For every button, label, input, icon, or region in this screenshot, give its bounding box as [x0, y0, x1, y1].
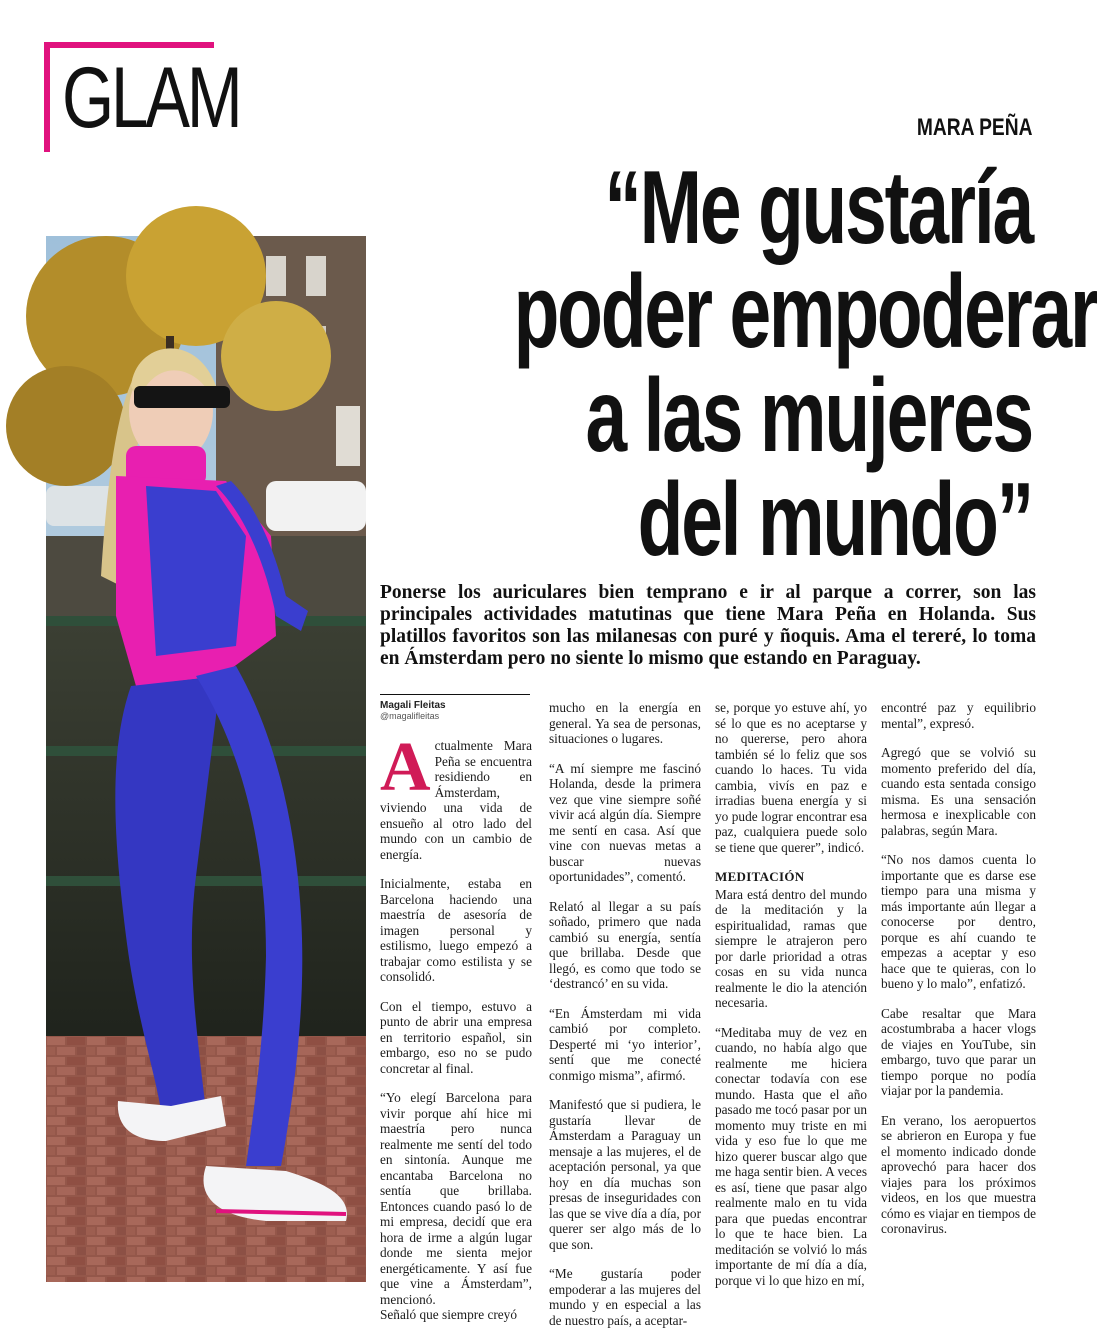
headline-line: “Me gustaría	[604, 150, 1032, 266]
headline	[312, 150, 1097, 578]
article-column-2	[549, 700, 701, 1328]
article-paragraph: encontré paz y equilibrio mental”, expresó.	[881, 700, 1036, 731]
article-paragraph: “Me gustaría poder empoderar a las mujeres del mundo y en especial a las de nuestro país, a aceptar-	[549, 1266, 701, 1328]
article-paragraph: Señaló que siempre creyó	[380, 1307, 517, 1322]
article-paragraph: Agregó que se volvió su momento preferido del día, cuando esta sentada consigo misma. Es una sensación hermosa e inexplicable con palabras, según Mara.	[881, 745, 1036, 838]
article-paragraph: En verano, los aeropuertos se abrieron en Europa y fue el momento indicado donde aprovechó para hacer dos viajes para los próximos videos, en los que muestra cómo es viajar en tiempos de coronavirus.	[881, 1112, 1036, 1236]
headline-line: del mundo”	[637, 462, 1032, 578]
article-column-3	[715, 700, 867, 1288]
article-paragraph: “Yo elegí Barcelona para vivir porque ahí hice mi maestría pero nunca realmente me sentí del todo en sintonía. Aunque me encantaba Barcelona no sentía que brillaba. Entonces cuando pasó lo de mi empresa, decidí que era hora de irme a algún lugar donde me sienta mejor energéticamente. Y así fue que vine a Ámsterdam”, mencionó.	[380, 1090, 532, 1307]
first-paragraph-text: ctualmente Mara Peña se encuentra residiendo en Ámsterdam, viviendo una vida de ensueño al otro lado del mundo con un cambio de energía.	[380, 738, 532, 862]
article-paragraph: Relató al llegar a su país soñado, primero que nada cambió su energía, sentía que brillaba. Desde que llegó, es como que todo se ‘destrancó’ en su vida.	[549, 898, 701, 991]
author-name: Magali Fleitas	[380, 700, 446, 711]
lead-paragraph: Ponerse los auriculares bien temprano e ir al parque a correr, son las principales actividades matutinas que tiene Mara Peña en Holanda. Sus platillos favoritos son las milanesas con puré y ñoquis. Ama el tereré, lo toma en Ámsterdam pero no siente lo mismo que estando en Paraguay.	[380, 582, 1036, 669]
author-rule	[380, 694, 530, 695]
byline: MARA PEÑA	[916, 114, 1032, 141]
article-paragraph: “Meditaba muy de vez en cuando, no había algo que realmente me hiciera conectar todavía con ese mundo. Hasta que el año pasado me tocó pasar por un momento muy triste en mi vida y eso fue lo que me hizo querer buscar algo que me haga sentir bien. A veces es así, tiene que pasar algo realmente malo en tu vida para que puedas encontrar lo que te hace bien. La meditación se volvió lo más importante de mí día a día, porque vi lo que hizo en mí,	[715, 1024, 867, 1288]
article-paragraph: Cabe resaltar que Mara acostumbraba a hacer vlogs de viajes en YouTube, sin embargo, tuvo que parar un tiempo porque no podía viajar por la pandemia.	[881, 1005, 1036, 1098]
article-column-1	[380, 729, 532, 1323]
article-paragraph: Mara está dentro del mundo de la meditación y la espiritualidad, ramas que siempre le atrajeron pero por darle prioridad a otras cosas en su vida nunca realmente le dio la atención necesaria.	[715, 886, 867, 1010]
person-photo-illustration	[46, 236, 366, 1282]
article-photo	[46, 236, 366, 1282]
article-paragraph: Inicialmente, estaba en Barcelona haciendo una maestría de asesoría de imagen personal y estilismo, luego empezó a trabajar como estilista y se consolidó.	[380, 876, 532, 984]
article-paragraph: se, porque yo estuve ahí, yo sé lo que es no aceptarse y no quererse, pero ahora también sé lo feliz que sos cuando lo haces. Tu vida cambia, vivís en paz e irradias buena energía y si yo pude lograr encontrar esa paz, cualquiera puede solo se tiene que querer”, indicó.	[715, 700, 867, 855]
article-paragraph: Manifestó que si pudiera, le gustaría llevar de Ámsterdam a Paraguay un mensaje a las mujeres, el de aceptación personal, ya que hoy en día muchas son presas de inseguridades con las que se vive día a día, por querer ser algo más de lo que son.	[549, 1097, 701, 1252]
section-subhead: MEDITACIÓN	[715, 869, 805, 884]
drop-cap: A	[380, 729, 431, 806]
article-paragraph: mucho en la energía en general. Ya sea de personas, situaciones o lugares.	[549, 700, 701, 746]
article-paragraph: “A mí siempre me fascinó Holanda, desde la primera vez que vine siempre soñé vivir acá algún día. Siempre me sentí en casa. Así que vine con nuevas metas a buscar nuevas oportunidades”, comentó.	[549, 760, 701, 884]
section-label: GLAM	[62, 50, 240, 146]
author-handle: @magalifleitas	[380, 711, 440, 721]
author-credit	[380, 694, 530, 721]
section-accent-bar-vertical	[44, 42, 50, 152]
article-paragraph: “En Ámsterdam mi vida cambió por completo. Desperté mi ‘yo interior’, sentí que me conecté conmigo misma”, afirmó.	[549, 1005, 701, 1083]
article-paragraph: Con el tiempo, estuvo a punto de abrir una empresa en territorio español, sin embargo, eso no se pudo concretar al final.	[380, 998, 532, 1076]
article-paragraph: “No nos damos cuenta lo importante que es darse ese tiempo para una misma y más importante aún llegar a conocerse por dentro, porque es ahí cuando te empezas a aceptar y eso hace que te quieras, con lo bueno y lo malo”, enfatizó.	[881, 852, 1036, 991]
article-column-4	[881, 700, 1036, 1237]
headline-line: poder empoderar	[513, 254, 1097, 370]
section-header	[44, 42, 240, 152]
headline-line: a las mujeres	[585, 358, 1032, 474]
